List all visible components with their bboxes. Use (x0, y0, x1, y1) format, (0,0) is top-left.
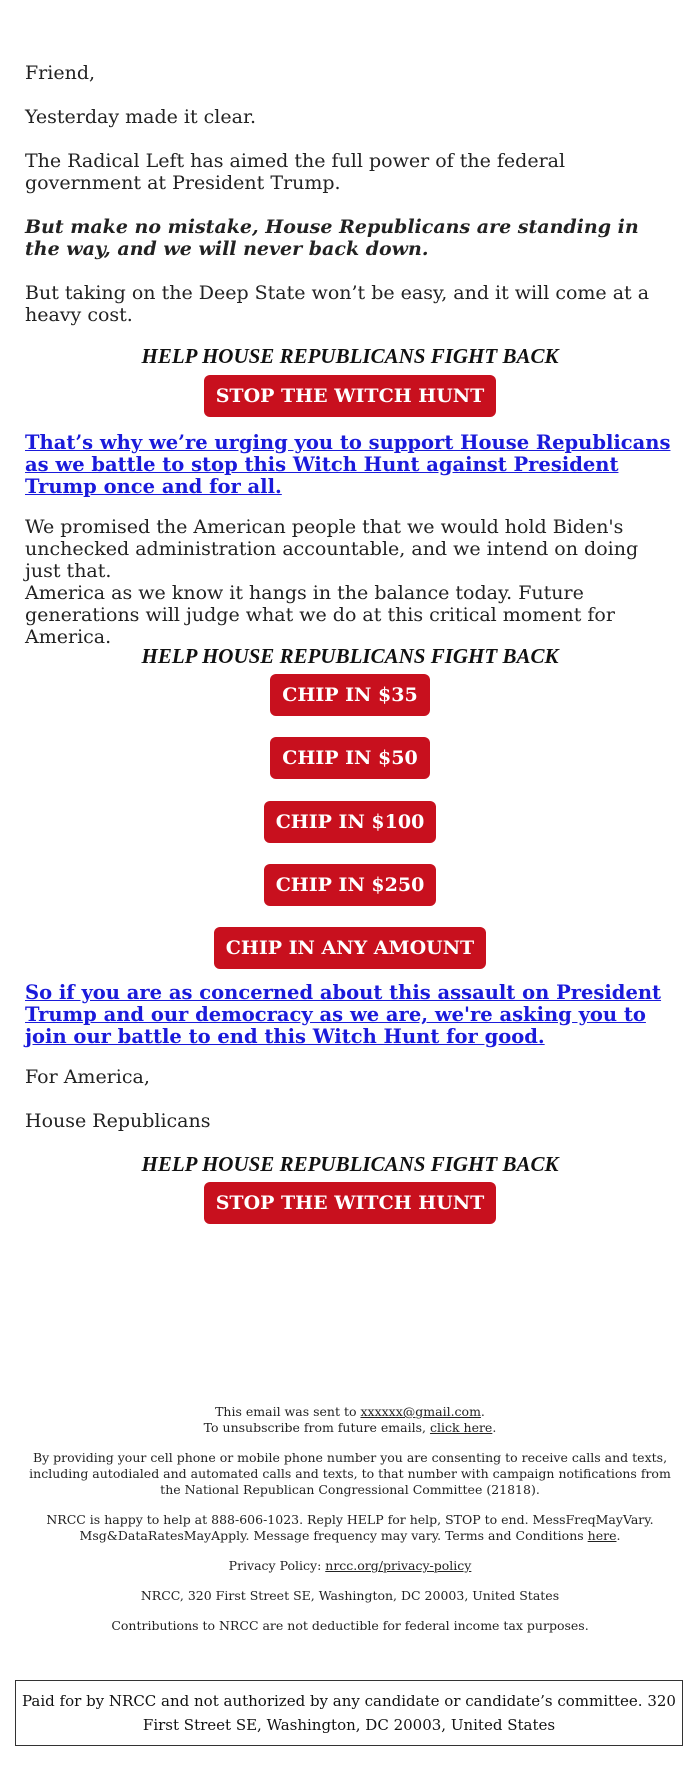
chip-in-35-button[interactable]: CHIP IN $35 (270, 674, 429, 716)
sms-consent-text: By providing your cell phone or mobile phone number you are consenting to receive calls and texts, including autodialed and automated calls and texts, to that number with campaign notifications from the National Republican Congressional Committee (21818). (29, 1450, 671, 1497)
unsubscribe-suffix: . (492, 1420, 497, 1435)
privacy-line (20, 1558, 680, 1574)
greeting: Friend, (25, 62, 96, 84)
recipient-email-link[interactable]: xxxxxx@gmail.com (360, 1404, 481, 1419)
help-suffix: . (616, 1528, 621, 1543)
paid-for-text: Paid for by NRCC and not authorized by any candidate or candidate’s committee. 320 First Street SE, Washington, DC 20003, United States (22, 1692, 676, 1734)
sent-to-prefix: This email was sent to (215, 1404, 361, 1419)
paragraph-2: The Radical Left has aimed the full power of the federal government at President Trump. (25, 150, 566, 194)
help-text: NRCC is happy to help at 888-606-1023. Reply HELP for help, STOP to end. MessFreqMayVary. Msg&DataRatesMayApply. Message frequency may vary. Terms and Conditions (46, 1512, 654, 1543)
contributions-disclaimer: Contributions to NRCC are not deductible for federal income tax purposes. (111, 1618, 589, 1633)
paragraph-4: But taking on the Deep State won’t be easy, and it will come at a heavy cost. (25, 282, 650, 326)
mailing-address: NRCC, 320 First Street SE, Washington, DC 20003, United States (140, 1588, 560, 1603)
support-link-2[interactable]: So if you are as concerned about this assault on President Trump and our democracy as we are, we're asking you to join our battle to end this Witch Hunt for good. (25, 981, 662, 1048)
paragraph-1: Yesterday made it clear. (25, 106, 256, 128)
fight-back-heading-1: HELP HOUSE REPUBLICANS FIGHT BACK (141, 344, 559, 368)
signature: House Republicans (25, 1110, 211, 1132)
signoff: For America, (25, 1066, 150, 1088)
support-link-1[interactable]: That’s why we’re urging you to support House Republicans as we battle to stop this Witch Hunt against President Trump once and for all. (25, 431, 671, 498)
fight-back-heading-3: HELP HOUSE REPUBLICANS FIGHT BACK (141, 1152, 559, 1176)
chip-in-100-button[interactable]: CHIP IN $100 (264, 801, 437, 843)
privacy-policy-link[interactable]: nrcc.org/privacy-policy (325, 1558, 472, 1573)
stop-witch-hunt-button-2[interactable]: STOP THE WITCH HUNT (204, 1182, 497, 1224)
fight-back-heading-2: HELP HOUSE REPUBLICANS FIGHT BACK (141, 644, 559, 668)
sent-to-suffix: . (480, 1404, 485, 1419)
paragraph-6: America as we know it hangs in the balance today. Future generations will judge what we do at this critical moment for America. (25, 582, 615, 648)
terms-link[interactable]: here (587, 1528, 617, 1543)
unsubscribe-line (20, 1420, 680, 1436)
privacy-prefix: Privacy Policy: (228, 1558, 326, 1573)
stop-witch-hunt-button-1[interactable]: STOP THE WITCH HUNT (204, 375, 497, 417)
unsubscribe-link[interactable]: click here (429, 1420, 493, 1435)
sent-to-line (20, 1404, 680, 1420)
paragraph-5: We promised the American people that we would hold Biden's unchecked administration accountable, and we intend on doing just that. (25, 516, 639, 582)
unsubscribe-prefix: To unsubscribe from future emails, (203, 1420, 430, 1435)
paid-for-disclaimer-box (15, 1680, 683, 1746)
chip-in-250-button[interactable]: CHIP IN $250 (264, 864, 437, 906)
paragraph-3-emphasis: But make no mistake, House Republicans are standing in the way, and we will never back down. (25, 216, 639, 260)
chip-in-50-button[interactable]: CHIP IN $50 (270, 737, 429, 779)
email-footer (20, 1404, 680, 1634)
help-line (20, 1512, 680, 1544)
chip-in-any-amount-button[interactable]: CHIP IN ANY AMOUNT (214, 927, 486, 969)
